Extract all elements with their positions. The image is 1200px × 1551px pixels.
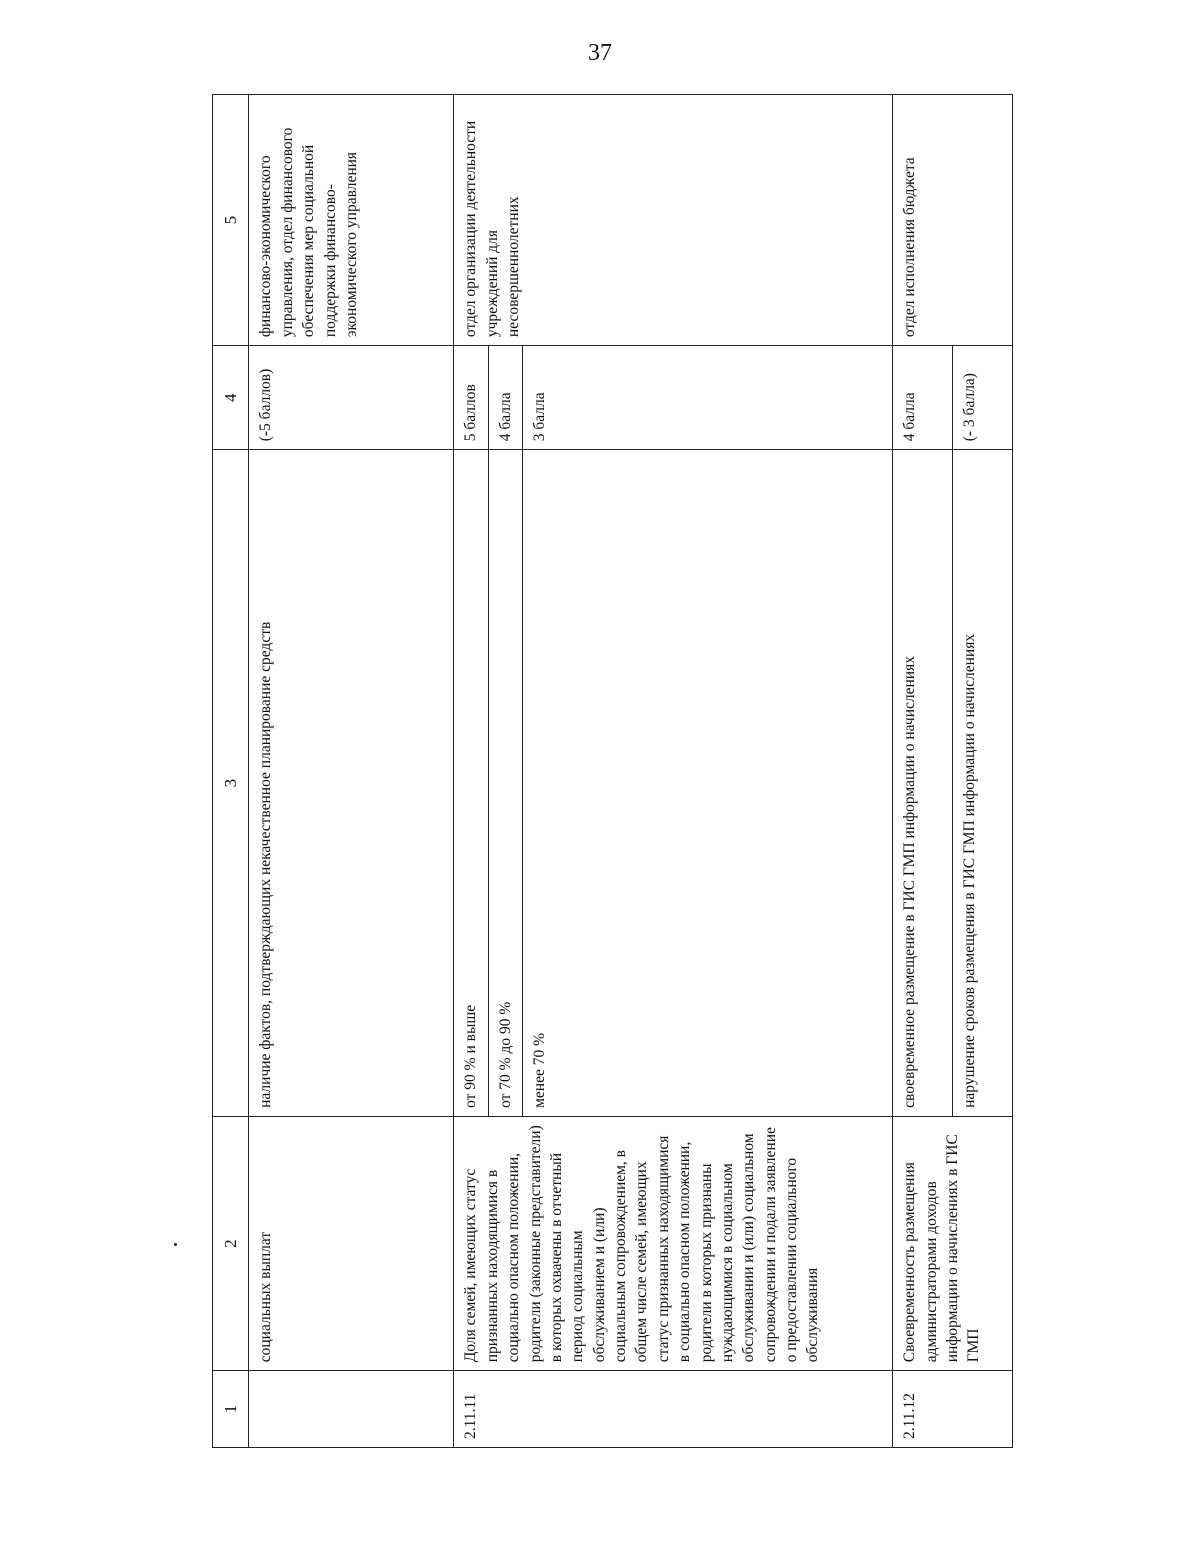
table-row bbox=[893, 95, 953, 1448]
criterion-score: (-5 баллов) bbox=[249, 346, 454, 450]
page-number: 37 bbox=[588, 40, 612, 66]
indicator-name: Своевременность размещения администраторами доходов информации о начислениях в ГИС ГМП bbox=[893, 1116, 1013, 1370]
criterion-score: 3 балла bbox=[523, 346, 893, 450]
criterion-text: менее 70 % bbox=[523, 450, 893, 1117]
indicator-name: социальных выплат bbox=[249, 1116, 454, 1370]
responsible-unit: финансово-экономического управления, отдел финансового обеспечения мер социальной поддержки финансово-экономического управления bbox=[249, 95, 454, 346]
indicator-name: Доля семей, имеющих статус признанных находящимися в социально опасном положении, родители (законные представители) в которых охвачены в отчетный период социальным обслуживанием и (или) социальным сопровождением, в общем числе семей, имеющих статус признанных находящимися в социально опасном положении, родители в которых признаны нуждающимися в социальном обслуживании и (или) социальном сопровождении и подали заявление о предоставлении социального обслуживания bbox=[454, 1116, 893, 1370]
criterion-score: 5 баллов bbox=[454, 346, 488, 450]
row-number bbox=[249, 1371, 454, 1448]
header-cell-5: 5 bbox=[213, 95, 249, 346]
responsible-unit: отдел исполнения бюджета bbox=[893, 95, 1013, 346]
criterion-score: 4 балла bbox=[893, 346, 953, 450]
header-cell-2: 2 bbox=[213, 1116, 249, 1370]
header-cell-4: 4 bbox=[213, 346, 249, 450]
criterion-text: наличие фактов, подтверждающих некачественное планирование средств bbox=[249, 450, 454, 1117]
responsible-unit: отдел организации деятельности учреждений для несовершеннолетних bbox=[454, 95, 893, 346]
table-row bbox=[249, 95, 454, 1448]
row-number: 2.11.12 bbox=[893, 1371, 1013, 1448]
criterion-text: от 90 % и выше bbox=[454, 450, 488, 1117]
stray-dot bbox=[174, 1243, 177, 1246]
criteria-table bbox=[212, 94, 1013, 1448]
criterion-text: своевременное размещение в ГИС ГМП информации о начислениях bbox=[893, 450, 953, 1117]
criterion-text: нарушение сроков размещения в ГИС ГМП информации о начислениях bbox=[953, 450, 1013, 1117]
header-row bbox=[213, 95, 249, 1448]
row-number: 2.11.11 bbox=[454, 1371, 893, 1448]
table-row bbox=[454, 95, 488, 1448]
criterion-score: (- 3 балла) bbox=[953, 346, 1013, 450]
rotated-table-container bbox=[212, 94, 1040, 1448]
criterion-text: от 70 % до 90 % bbox=[488, 450, 522, 1117]
header-cell-3: 3 bbox=[213, 450, 249, 1117]
criterion-score: 4 балла bbox=[488, 346, 522, 450]
header-cell-1: 1 bbox=[213, 1371, 249, 1448]
